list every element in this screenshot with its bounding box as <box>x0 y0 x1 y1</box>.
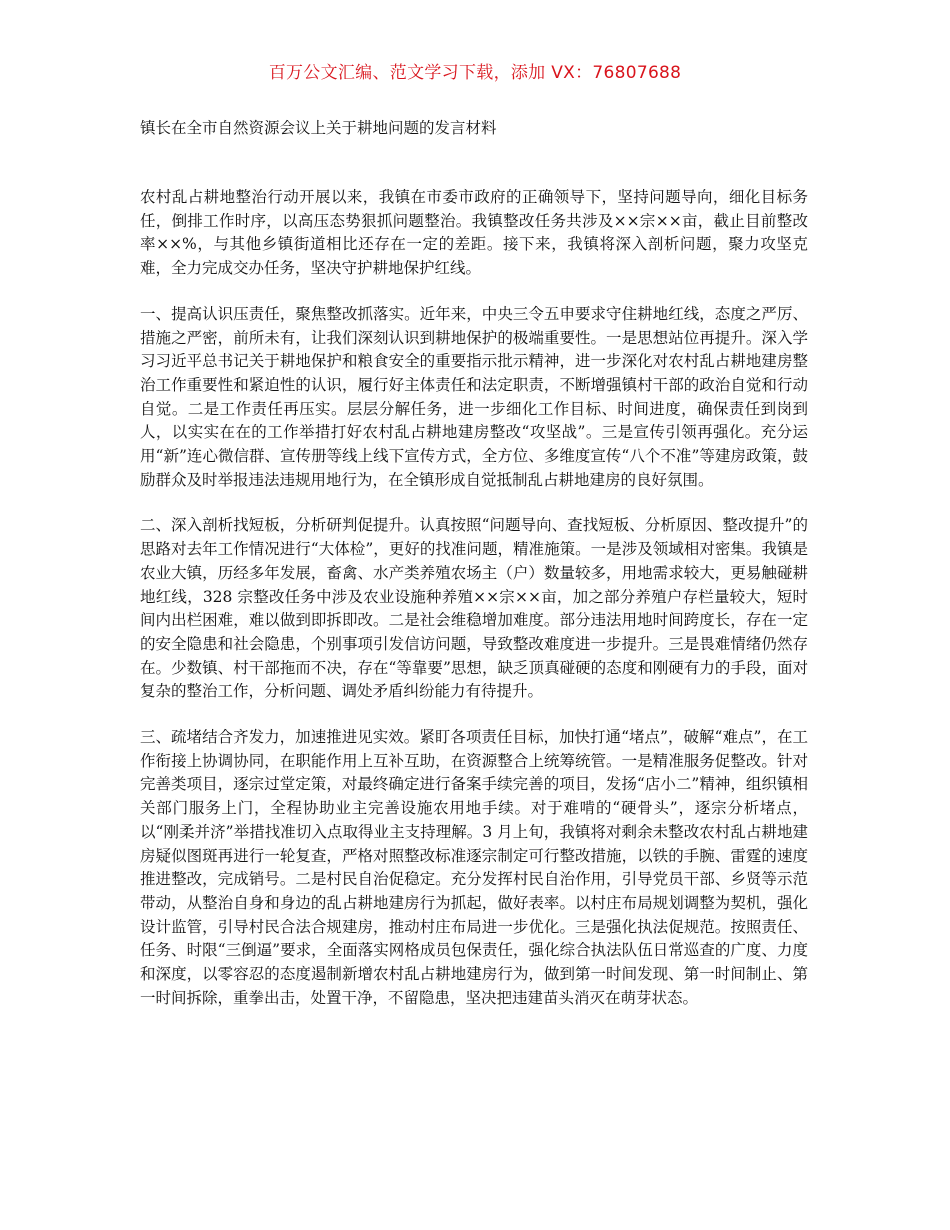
paragraph-section-1: 一、提高认识压责任，聚焦整改抓落实。近年来，中央三令五申要求守住耕地红线，态度之严厉、措施之严密，前所未有，让我们深刻认识到耕地保护的极端重要性。一是思想站位再提升。深入学习习近平总书记关于耕地保护和粮食安全的重要指示批示精神，进一步深化对农村乱占耕地建房整治工作重要性和紧迫性的认识，履行好主体责任和法定职责，不断增强镇村干部的政治自觉和行动自觉。二是工作责任再压实。层层分解任务，进一步细化工作目标、时间进度，确保责任到岗到人，以实实在在的工作举措打好农村乱占耕地建房整改“攻坚战”。三是宣传引领再强化。充分运用“新”连心微信群、宣传册等线上线下宣传方式，全方位、多维度宣传“八个不准”等建房政策，鼓励群众及时举报违法违规用地行为，在全镇形成自觉抵制乱占耕地建房的良好氛围。 <box>140 304 808 489</box>
paragraph-section-2: 二、深入剖析找短板，分析研判促提升。认真按照“问题导向、查找短板、分析原因、整改提升”的思路对去年工作情况进行“大体检”，更好的找准问题，精准施策。一是涉及领域相对密集。我镇是农业大镇，历经多年发展，畜禽、水产类养殖农场主（户）数量较多，用地需求较大，更易触碰耕地红线，328 宗整改任务中涉及农业设施种养殖××宗××亩，加之部分养殖户存栏量较大，短时间内出栏困难，难以做到即拆即改。二是社会维稳增加难度。部分违法用地时间跨度长，存在一定的安全隐患和社会隐患，个别事项引发信访问题，导致整改难度进一步提升。三是畏难情绪仍然存在。少数镇、村干部拖而不决，存在“等靠要”思想，缺乏顶真碰硬的态度和刚硬有力的手段，面对复杂的整治工作，分析问题、调处矛盾纠纷能力有待提升。 <box>140 516 808 701</box>
header-banner: 百万公文汇编、范文学习下载，添加 VX：76807688 <box>268 63 682 83</box>
document-title: 镇长在全市自然资源会议上关于耕地问题的发言材料 <box>140 119 497 137</box>
document-body <box>140 186 808 1033</box>
paragraph-section-3: 三、疏堵结合齐发力，加速推进见实效。紧盯各项责任目标，加快打通“堵点”，破解“难点”，在工作衔接上协调协同，在职能作用上互补互助，在资源整合上统筹统管。一是精准服务促整改。针对完善类项目，逐宗过堂定策，对最终确定进行备案手续完善的项目，发扬“店小二”精神，组织镇相关部门服务上门，全程协助业主完善设施农用地手续。对于难啃的“硬骨头”，逐宗分析堵点，以“刚柔并济”举措找准切入点取得业主支持理解。3 月上旬，我镇将对剩余未整改农村乱占耕地建房疑似图斑再进行一轮复查，严格对照整改标准逐宗制定可行整改措施，以铁的手腕、雷霆的速度推进整改，完成销号。二是村民自治促稳定。充分发挥村民自治作用，引导党员干部、乡贤等示范带动，从整治自身和身边的乱占耕地建房行为抓起，做好表率。以村庄布局规划调整为契机，强化设计监管，引导村民合法合规建房，推动村庄布局进一步优化。三是强化执法促规范。按照责任、任务、时限“三倒逼”要求，全面落实网格成员包保责任，强化综合执法队伍日常巡查的广度、力度和深度，以零容忍的态度遏制新增农村乱占耕地建房行为，做到第一时间发现、第一时间制止、第一时间拆除，重拳出击，处置干净，不留隐患，坚决把违建苗头消灭在萌芽状态。 <box>140 728 808 1007</box>
paragraph-intro: 农村乱占耕地整治行动开展以来，我镇在市委市政府的正确领导下，坚持问题导向，细化目标务任，倒排工作时序，以高压态势狠抓问题整治。我镇整改任务共涉及××宗××亩，截止目前整改率××%，与其他乡镇街道相比还存在一定的差距。接下来，我镇将深入剖析问题，聚力攻坚克难，全力完成交办任务，坚决守护耕地保护红线。 <box>140 188 808 278</box>
